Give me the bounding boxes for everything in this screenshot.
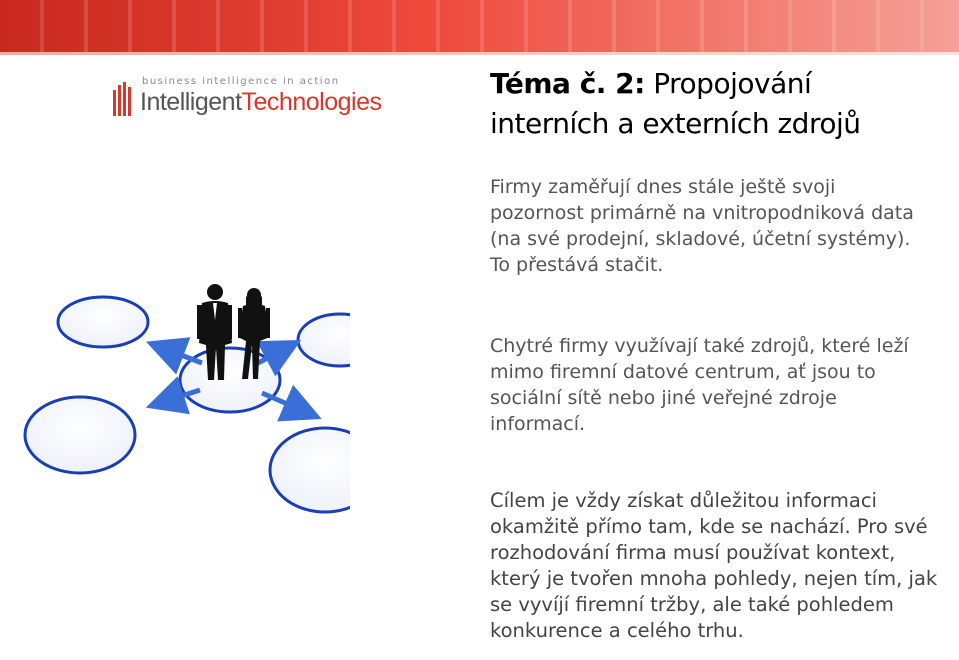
arrow-bottom-right [262, 393, 308, 413]
company-logo [112, 74, 382, 124]
logo-tagline: business intelligence in action [142, 76, 340, 87]
header-underline [0, 52, 959, 55]
source-circle-bottom-left [25, 397, 135, 473]
slide-title-prefix: Téma č. 2: [490, 67, 645, 100]
header-band [0, 0, 959, 52]
source-circle-top-left [58, 297, 148, 347]
logo-bars-icon [112, 82, 136, 116]
logo-word-technologies: Technologies [241, 88, 382, 116]
header-stripes [0, 0, 959, 52]
source-circle-top-right [298, 314, 350, 366]
paragraph-external-sources: Chytré firmy využívají také zdrojů, které leží mimo firemní datové centrum, ať jsou to sociální sítě nebo jiné veřejné zdroje informací. [490, 335, 909, 435]
slide-title-text: Propojování interních a externích zdrojů [490, 67, 861, 140]
paragraph-goal: Cílem je vždy získat důležitou informaci okamžitě přímo tam, kde se nachází. Pro své rozhodování firma musí používat kontext, který je tvořen mnoha pohledy, nejen tím, jak se vyvíjí firemní tržby, ale také pohledem konkurence a celého trhu. [490, 489, 938, 642]
business-network-illustration [20, 275, 350, 515]
logo-word-intelligent: Intelligent [140, 88, 242, 116]
slide-title [490, 64, 930, 144]
logo-wordmark [140, 88, 381, 117]
paragraph-internal-data: Firmy zaměřují dnes stále ještě svoji pozornost primárně na vnitropodniková data (na své prodejní, skladové, účetní systémy). To přestává stačit. [490, 176, 914, 276]
source-circle-bottom-right [270, 428, 350, 512]
